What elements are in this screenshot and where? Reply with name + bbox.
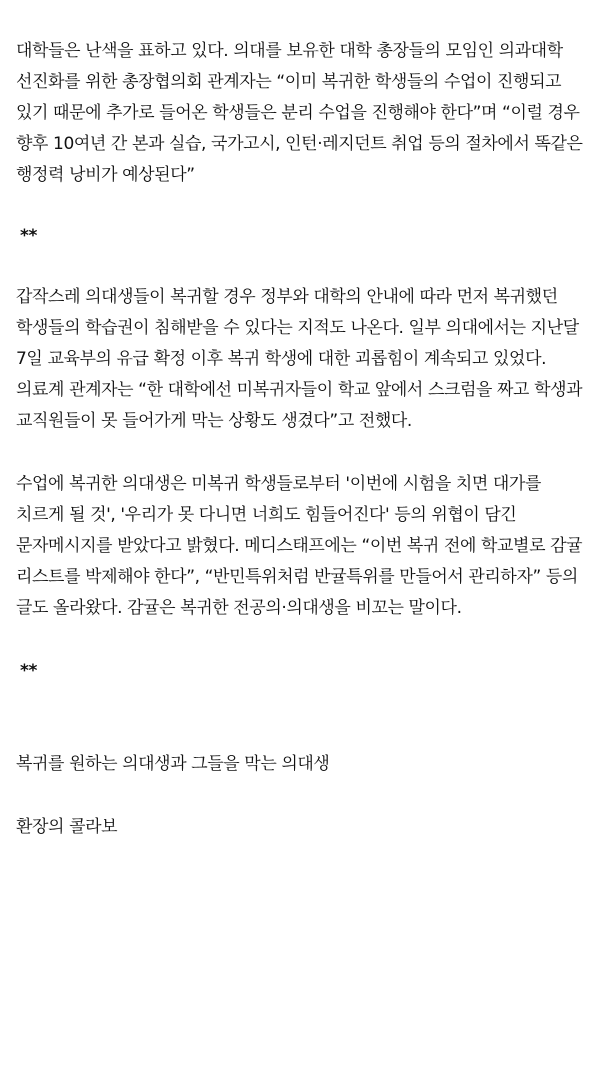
- paragraph-universities-reaction: 대학들은 난색을 표하고 있다. 의대를 보유한 대학 총장들의 모임인 의과대학 선진화를 위한 총장협의회 관계자는 “이미 복귀한 학생들의 수업이 진행되고 있기 때문에 추가로 들어온 학생들은 분리 수업을 진행해야 한다”며 “이럴 경우 향후 10여년 간 본과 실습, 국가고시, 인턴·레지던트 취업 등의 절차에서 똑같은 행정력 낭비가 예상된다”: [16, 41, 583, 185]
- comment-line: 복귀를 원하는 의대생과 그들을 막는 의대생: [16, 754, 330, 774]
- section-separator: **: [20, 226, 37, 246]
- paragraph-learning-rights: 갑작스레 의대생들이 복귀할 경우 정부와 대학의 안내에 따라 먼저 복귀했던 학생들의 학습권이 침해받을 수 있다는 지적도 나온다. 일부 의대에서는 지난달 7일 교육부의 유급 확정 이후 복귀 학생에 대한 괴롭힘이 계속되고 있었다. 의료계 관계자는 “한 대학에선 미복귀자들이 학교 앞에서 스크럼을 짜고 학생과 교직원들이 못 들어가게 막는 상황도 생겼다”고 전했다.: [16, 287, 583, 431]
- section-separator: **: [20, 661, 37, 681]
- article-body: [16, 36, 584, 843]
- paragraph-threat-messages: 수업에 복귀한 의대생은 미복귀 학생들로부터 '이번에 시험을 치면 대가를 치르게 될 것', '우리가 못 다니면 너희도 힘들어진다' 등의 위협이 담긴 문자메시지를 받았다고 밝혔다. 메디스태프에는 “이번 복귀 전에 학교별로 감귤 리스트를 박제해야 한다”, “반민특위처럼 반귤특위를 만들어서 관리하자” 등의 글도 올라왔다. 감귤은 복귀한 전공의·의대생을 비꼬는 말이다.: [16, 474, 583, 618]
- comment-line: 환장의 콜라보: [16, 817, 118, 837]
